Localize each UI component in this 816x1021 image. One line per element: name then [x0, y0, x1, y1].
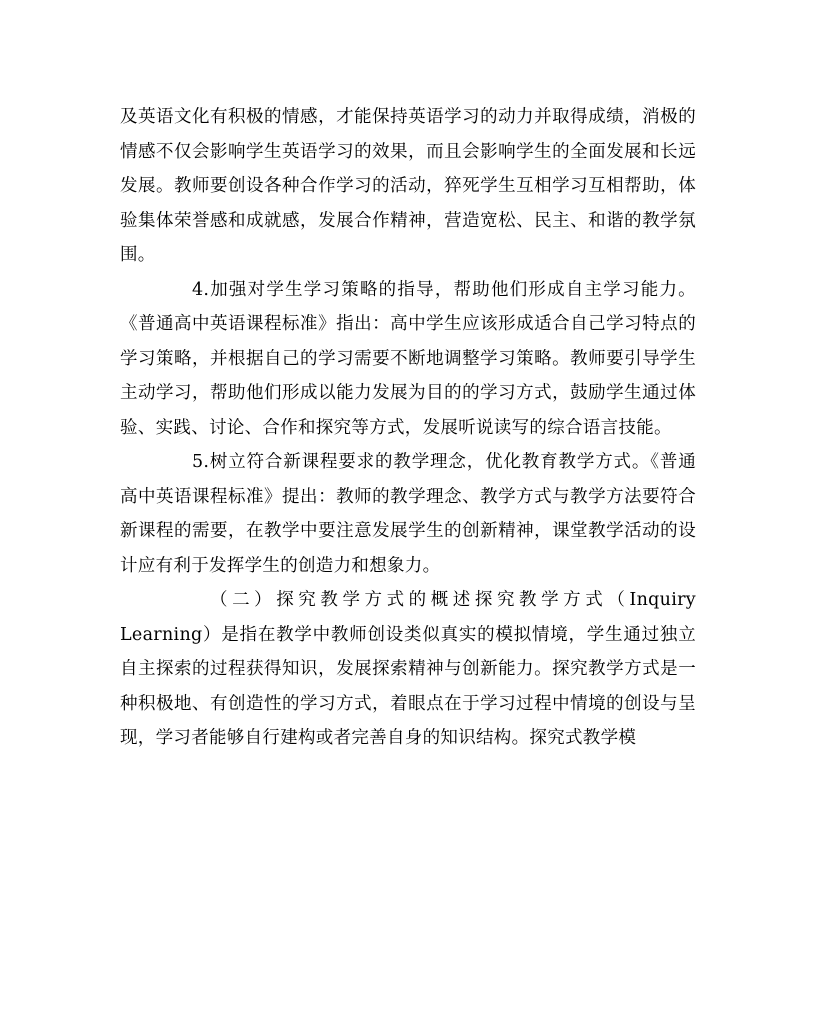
- paragraph-teaching-philosophy: 5.树立符合新课程要求的教学理念，优化教育教学方式。《普通高中英语课程标准》提出：教师的教学理念、教学方式与教学方法要符合新课程的需要，在教学中要注意发展学生的创新精神，课堂教学活动的设计应有利于发挥学生的创造力和想象力。: [120, 452, 696, 576]
- paragraph-emotion: 及英语文化有积极的情感，才能保持英语学习的动力并取得成绩，消极的情感不仅会影响学生英语学习的效果，而且会影响学生的全面发展和长远发展。教师要创设各种合作学习的活动，猝死学生互相学习互相帮助，体验集体荣誉感和成就感，发展合作精神，营造宽松、民主、和谐的教学氛围。: [120, 107, 696, 265]
- paragraph-inquiry-learning: （二）探究教学方式的概述探究教学方式（Inquiry Learning）是指在教学中教师创设类似真实的模拟情境，学生通过独立自主探索的过程获得知识，发展探索精神与创新能力。探究教学方式是一种积极地、有创造性的学习方式，着眼点在于学习过程中情境的创设与呈现，学习者能够自行建构或者完善自身的知识结构。探究式教学模: [120, 590, 696, 748]
- document-body: [120, 100, 696, 756]
- paragraph-learning-strategy: 4.加强对学生学习策略的指导，帮助他们形成自主学习能力。《普通高中英语课程标准》指出：高中学生应该形成适合自己学习特点的学习策略，并根据自己的学习需要不断地调整学习策略。教师要引导学生主动学习，帮助他们形成以能力发展为目的的学习方式，鼓励学生通过体验、实践、讨论、合作和探究等方式，发展听说读写的综合语言技能。: [120, 279, 696, 438]
